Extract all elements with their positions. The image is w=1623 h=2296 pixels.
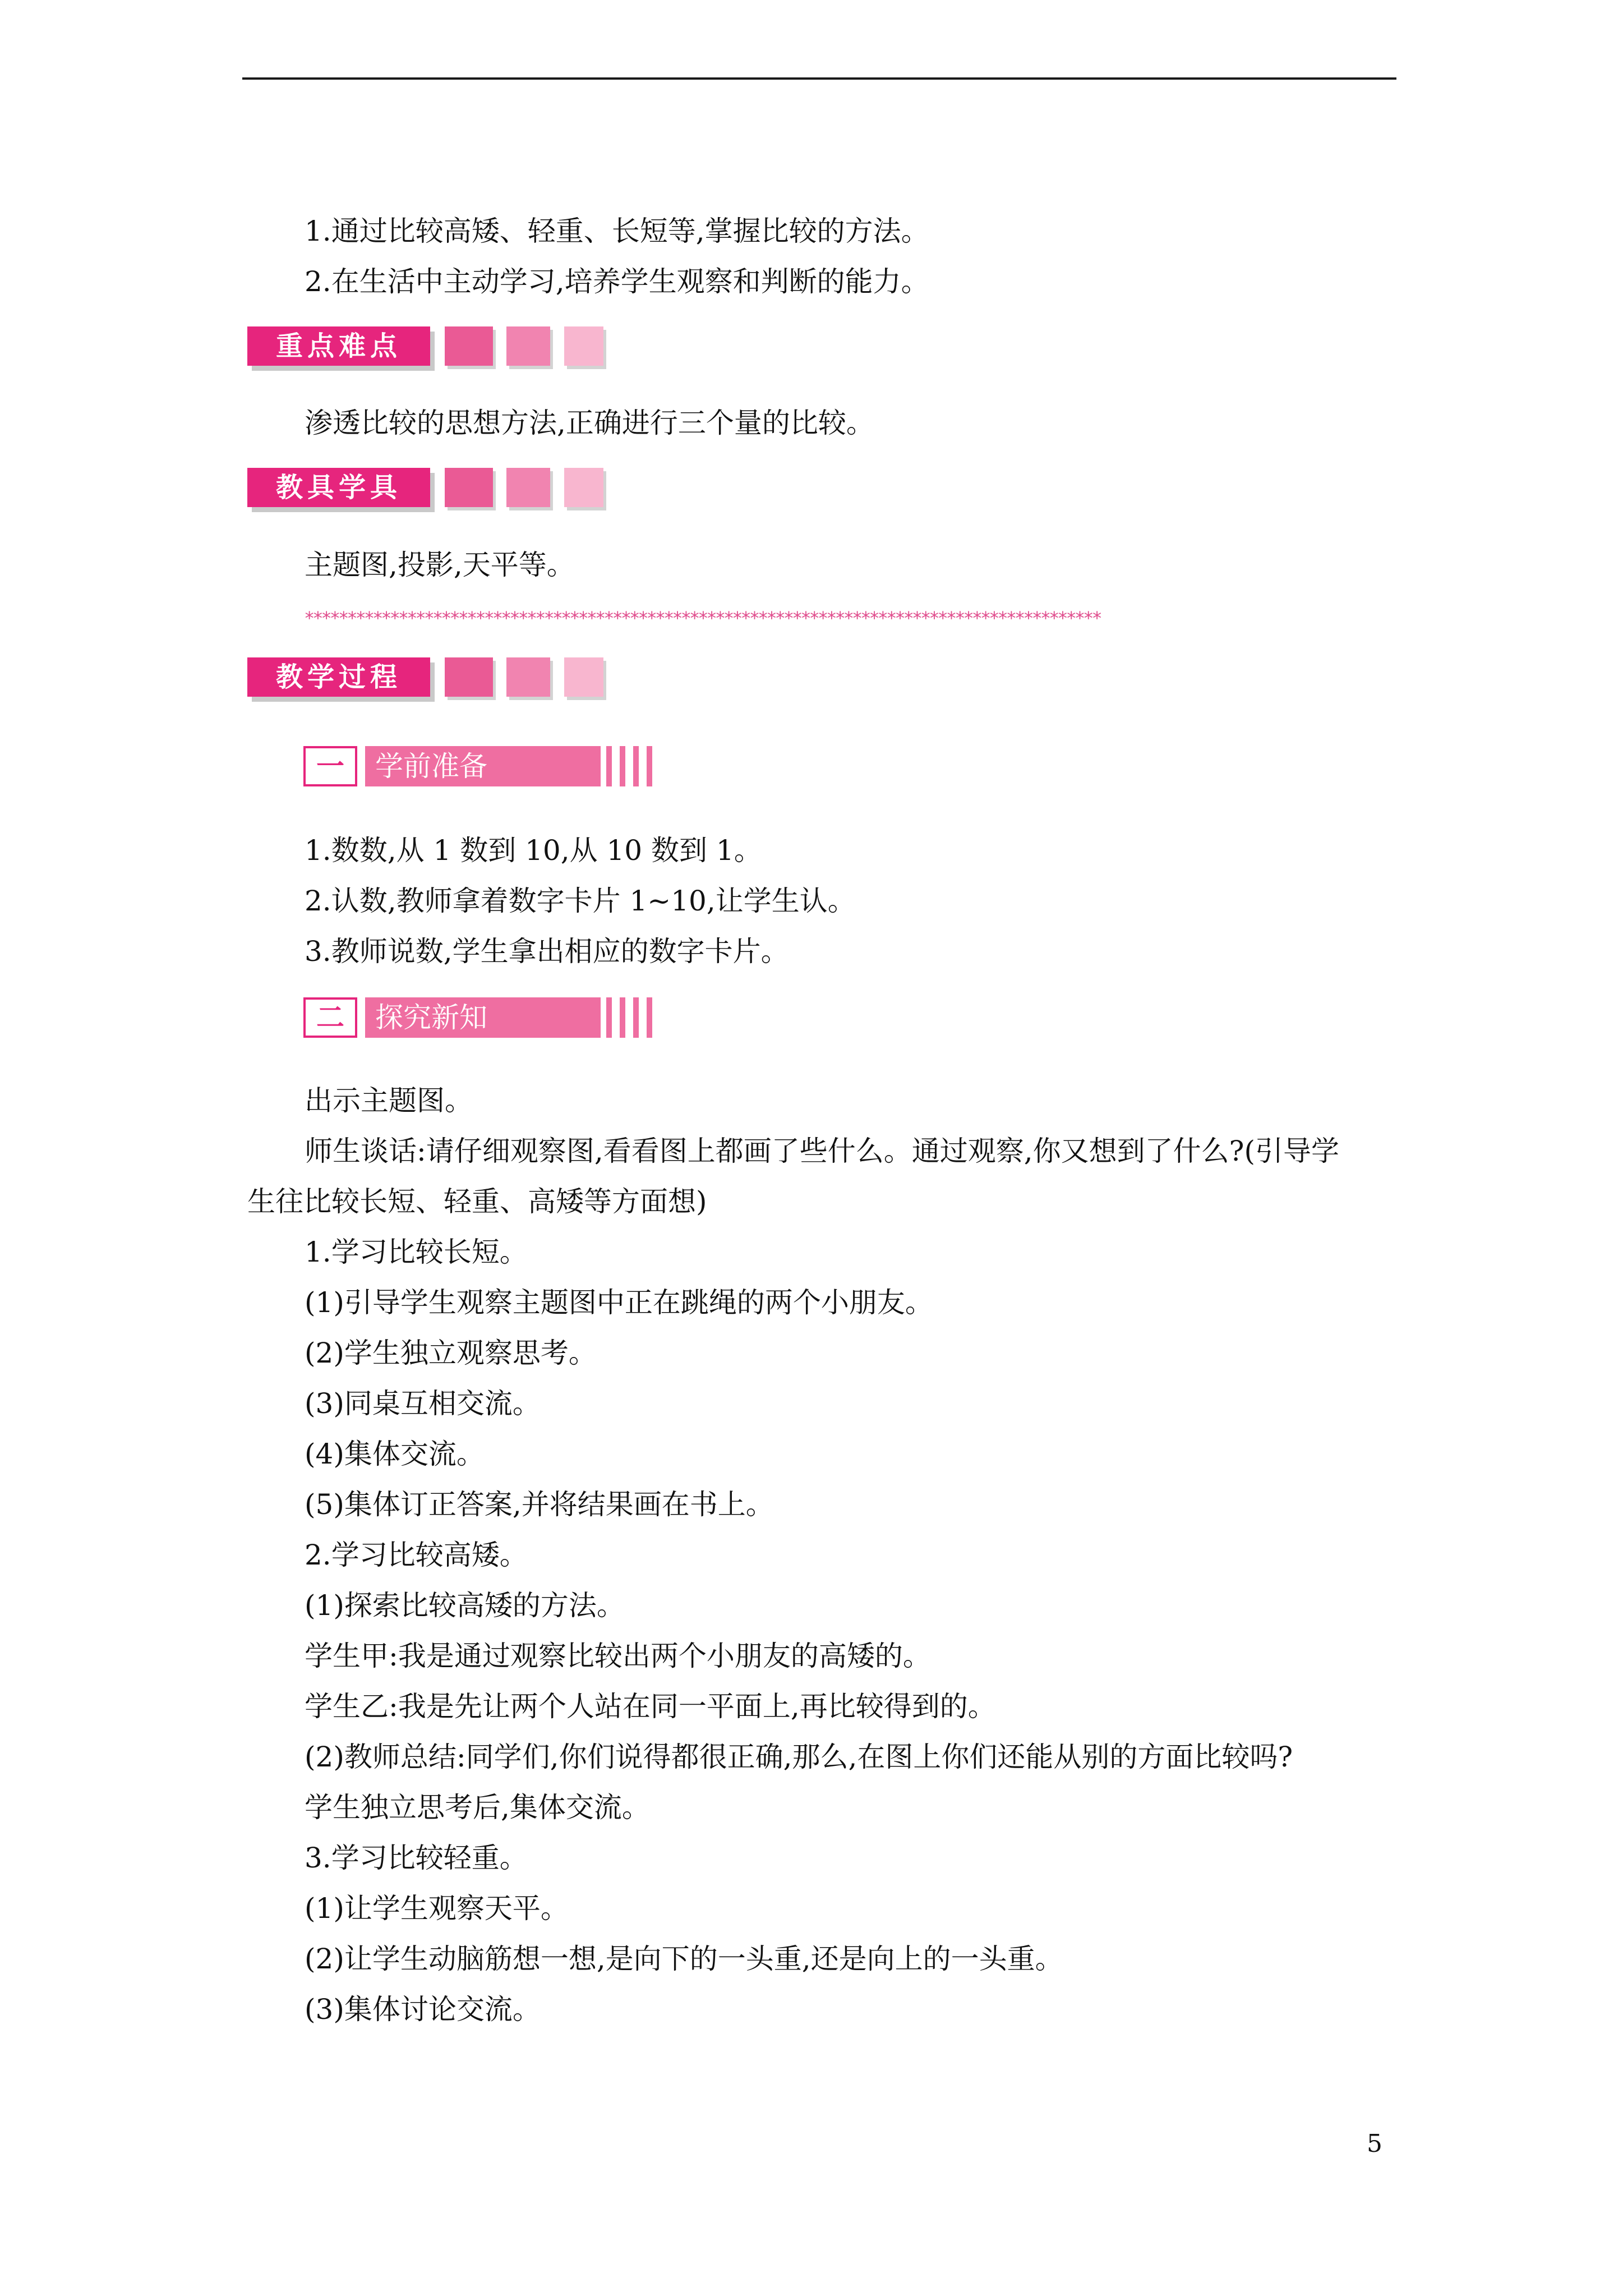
banner-decor-square [506,326,550,366]
page-number: 5 [1367,2129,1382,2158]
part2-dialog-line: 师生谈话:请仔细观察图,看看图上都画了些什么。通过观察,你又想到了什么?(引导学 [305,1135,1339,1167]
part1-item: 2.认数,教师拿着数字卡片 1~10,让学生认。 [305,885,856,917]
section-title-process: 教学过程 [247,657,430,697]
subsection-title: 学前准备 [365,746,601,786]
section-title-key-points: 重点难点 [247,326,430,366]
part2-line: (1)让学生观察天平。 [305,1892,569,1925]
title-stripe [647,746,652,786]
materials-text: 主题图,投影,天平等。 [305,549,575,581]
star-separator: ********************************************************************************************* [304,609,1100,627]
part2-line: 学生甲:我是通过观察比较出两个小朋友的高矮的。 [305,1640,931,1672]
part2-line: (1)探索比较高矮的方法。 [305,1589,625,1622]
part2-line: 1.学习比较长短。 [305,1236,528,1268]
objective-1: 1.通过比较高矮、轻重、长短等,掌握比较的方法。 [305,215,929,247]
subsection-heading-2 [303,997,685,1040]
title-stripe [606,746,612,786]
part2-line: 2.学习比较高矮。 [305,1539,528,1571]
title-stripe [606,997,612,1038]
part2-line: (5)集体订正答案,并将结果画在书上。 [305,1488,774,1521]
part2-line: 学生乙:我是先让两个人站在同一平面上,再比较得到的。 [305,1690,996,1723]
banner-decor-square [506,468,550,507]
objective-2: 2.在生活中主动学习,培养学生观察和判断的能力。 [305,265,929,298]
title-stripe [647,997,652,1038]
subsection-title: 探究新知 [365,997,601,1038]
part2-line: (1)引导学生观察主题图中正在跳绳的两个小朋友。 [305,1286,933,1319]
part1-item: 3.教师说数,学生拿出相应的数字卡片。 [305,935,789,968]
title-stripe [633,746,639,786]
part2-dialog-line: 生往比较长短、轻重、高矮等方面想) [247,1185,707,1218]
title-stripe [633,997,639,1038]
part2-line: 3.学习比较轻重。 [305,1842,528,1874]
banner-decor-square [445,468,493,507]
part2-line: (2)让学生动脑筋想一想,是向下的一头重,还是向上的一头重。 [305,1943,1063,1975]
banner-decor-square [445,326,493,366]
part2-intro: 出示主题图。 [305,1084,473,1117]
subsection-heading-1 [303,746,685,789]
banner-decor-square [564,326,603,366]
banner-decor-square [564,657,603,697]
title-stripe [620,746,625,786]
part2-line: (2)学生独立观察思考。 [305,1337,597,1369]
part1-item: 1.数数,从 1 数到 10,从 10 数到 1。 [305,834,762,867]
key-points-text: 渗透比较的思想方法,正确进行三个量的比较。 [305,407,874,439]
banner-decor-square [506,657,550,697]
part2-line: (3)同桌互相交流。 [305,1387,541,1420]
part2-line: 学生独立思考后,集体交流。 [305,1791,650,1824]
title-stripe [620,997,625,1038]
section-title-materials: 教具学具 [247,468,430,507]
part2-line: (2)教师总结:同学们,你们说得都很正确,那么,在图上你们还能从别的方面比较吗? [305,1741,1293,1773]
header-rule [242,77,1396,80]
part2-line: (4)集体交流。 [305,1438,485,1470]
subsection-number: 一 [303,746,357,786]
subsection-number: 二 [303,997,357,1038]
part2-line: (3)集体讨论交流。 [305,1993,541,2026]
banner-decor-square [564,468,603,507]
banner-decor-square [445,657,493,697]
